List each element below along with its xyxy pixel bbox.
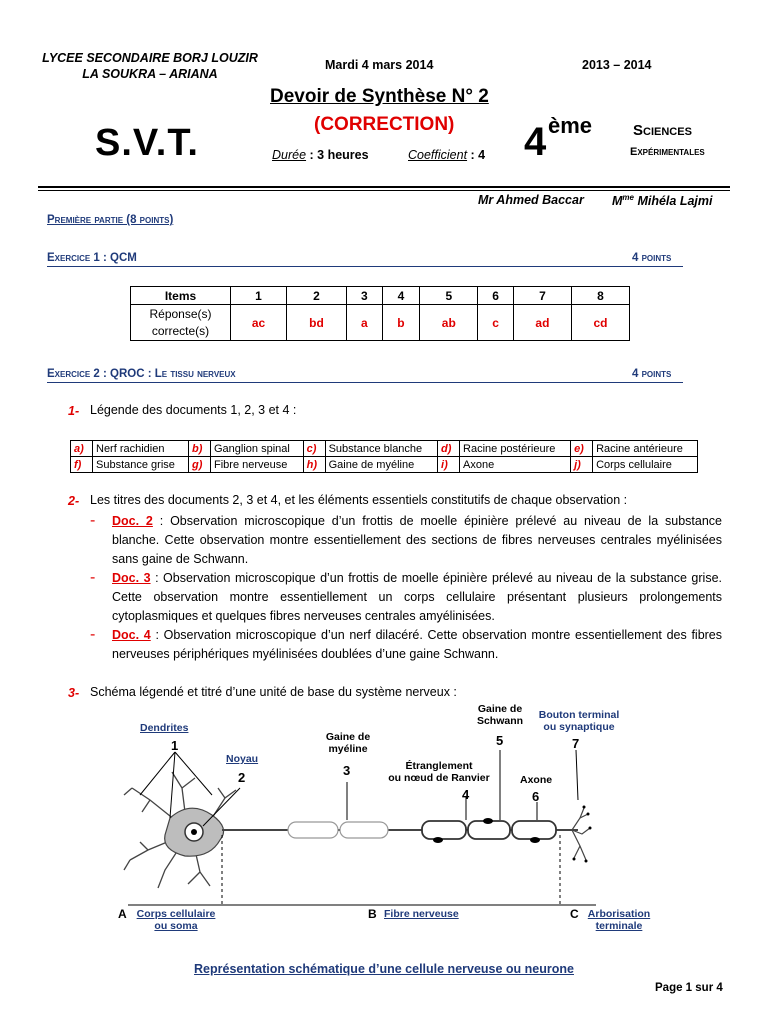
qcm-items-label: Items bbox=[131, 287, 231, 305]
legend-value: Racine antérieure bbox=[593, 441, 698, 457]
teacher-1: Mr Ahmed Baccar bbox=[478, 193, 584, 207]
exam-date: Mardi 4 mars 2014 bbox=[325, 58, 434, 72]
legend-key: d) bbox=[438, 441, 460, 457]
num-4: 4 bbox=[462, 787, 470, 802]
ex1-title bbox=[47, 252, 137, 264]
qcm-answer: b bbox=[382, 305, 420, 341]
duration-value: : 3 heures bbox=[306, 148, 369, 162]
legend-key: a) bbox=[71, 441, 93, 457]
legend-row bbox=[71, 441, 698, 457]
legend-value: Corps cellulaire bbox=[593, 457, 698, 473]
part-title bbox=[47, 214, 173, 226]
legend-value: Nerf rachidien bbox=[93, 441, 189, 457]
legend-key: e) bbox=[571, 441, 593, 457]
ex2-title bbox=[47, 368, 236, 380]
legend-key: f) bbox=[71, 457, 93, 473]
ex2-title-text: Exercice 2 : QROC : Le tissu nerveux bbox=[47, 368, 236, 380]
legend-table bbox=[70, 440, 698, 473]
legend-key: i) bbox=[438, 457, 460, 473]
doc4-label: Doc. 4 bbox=[112, 628, 151, 642]
subject-title: S.V.T. bbox=[95, 122, 199, 164]
label-bouton-2: ou synaptique bbox=[543, 721, 615, 733]
legend-key: g) bbox=[189, 457, 211, 473]
coef-label: Coefficient bbox=[408, 148, 468, 162]
legend-value: Fibre nerveuse bbox=[211, 457, 304, 473]
region-a: A bbox=[118, 907, 127, 921]
legend-value: Substance grise bbox=[93, 457, 189, 473]
region-boundaries bbox=[222, 835, 560, 905]
doc2-label: Doc. 2 bbox=[112, 514, 153, 528]
teacher-2-prefix: M bbox=[612, 194, 623, 209]
region-a-label bbox=[130, 908, 222, 932]
qcm-answer: ac bbox=[231, 305, 287, 341]
ex1-title-text: Exercice 1 : QCM bbox=[47, 252, 137, 264]
label-myelin-2: myéline bbox=[328, 743, 368, 755]
ex1-rule bbox=[47, 266, 683, 267]
terminal-arborization bbox=[572, 808, 590, 860]
qcm-answers-label-2: correcte(s) bbox=[151, 323, 210, 338]
qcm-answer: ab bbox=[420, 305, 478, 341]
legend-key: b) bbox=[189, 441, 211, 457]
qcm-item: 5 bbox=[420, 287, 478, 305]
ex1-points: 4 points bbox=[632, 252, 672, 264]
header-rule bbox=[38, 186, 730, 188]
section-name-2: Expérimentales bbox=[630, 146, 705, 158]
q1-number: 1- bbox=[68, 404, 80, 418]
doc3-text: : Observation microscopique d’un frottis de moelle épinière prélevé au niveau de la substance grise. Cette observation montre essentiellement un corps cellulaire présentant plusieurs prolongements cytoplasmiques et quelques fibres nerveuses centrales amyélinisées. bbox=[112, 571, 722, 623]
qcm-item: 7 bbox=[513, 287, 571, 305]
region-a-label-2: ou soma bbox=[154, 920, 198, 932]
legend-value: Substance blanche bbox=[325, 441, 437, 457]
doc4-entry bbox=[112, 626, 722, 664]
qcm-item: 3 bbox=[347, 287, 383, 305]
qcm-item: 8 bbox=[571, 287, 629, 305]
doc2-entry bbox=[112, 512, 722, 569]
doc3-entry bbox=[112, 569, 722, 626]
qcm-answers-label-1: Réponse(s) bbox=[149, 306, 212, 321]
nucleolus bbox=[191, 829, 197, 835]
school-year: 2013 – 2014 bbox=[582, 58, 652, 72]
q2-number: 2- bbox=[68, 494, 80, 508]
legend-value: Axone bbox=[460, 457, 571, 473]
legend-key: j) bbox=[571, 457, 593, 473]
label-dendrites: Dendrites bbox=[140, 722, 189, 734]
legend-row bbox=[71, 457, 698, 473]
qcm-answer: cd bbox=[571, 305, 629, 341]
label-schwann bbox=[472, 703, 528, 727]
label-ranvier bbox=[384, 760, 494, 784]
qcm-item: 1 bbox=[231, 287, 287, 305]
legend-value: Ganglion spinal bbox=[211, 441, 304, 457]
legend-key: h) bbox=[303, 457, 325, 473]
exam-title: Devoir de Synthèse N° 2 bbox=[270, 86, 489, 107]
duration-label: Durée bbox=[272, 148, 307, 162]
qcm-answer: bd bbox=[287, 305, 347, 341]
region-c-label-1: Arborisation bbox=[587, 908, 651, 920]
num-2: 2 bbox=[238, 770, 246, 785]
q1-text: Légende des documents 1, 2, 3 et 4 : bbox=[90, 403, 297, 417]
label-myelin bbox=[318, 731, 378, 755]
num-1: 1 bbox=[171, 738, 179, 753]
myelin-segments bbox=[288, 822, 388, 838]
q3-number: 3- bbox=[68, 686, 80, 700]
page-number: Page 1 sur 4 bbox=[655, 982, 723, 994]
label-ranvier-2: ou nœud de Ranvier bbox=[388, 772, 490, 784]
qcm-items-row bbox=[131, 287, 630, 305]
label-ranvier-1: Étranglement bbox=[405, 760, 473, 772]
label-axone: Axone bbox=[520, 774, 553, 786]
q2-text: Les titres des documents 2, 3 et 4, et les éléments essentiels constitutifs de chaque observation : bbox=[90, 493, 628, 507]
qcm-answers-label bbox=[131, 305, 231, 341]
qcm-table bbox=[130, 286, 630, 341]
doc2-text: : Observation microscopique d’un frottis de moelle épinière prélevé au niveau de la substance blanche. Cette observation montre essentiellement des sections de fibres nerveuses centrales myélinisées sans gaine de Schwann. bbox=[112, 514, 722, 566]
qcm-answer: ad bbox=[513, 305, 571, 341]
level-number: 4 bbox=[524, 120, 547, 164]
q3-text: Schéma légendé et titré d’une unité de base du système nerveux : bbox=[90, 685, 457, 699]
level-superscript: ème bbox=[548, 113, 593, 138]
section-name-1: Sciences bbox=[633, 122, 692, 139]
bullet-dash: - bbox=[90, 512, 96, 529]
legend-value: Racine postérieure bbox=[460, 441, 571, 457]
qcm-item: 6 bbox=[478, 287, 514, 305]
doc4-text: : Observation microscopique d’un nerf dilacéré. Cette observation montre essentiellement des fibres nerveuses périphériques myélinisées doublées d’une gaine Schwann. bbox=[112, 628, 723, 661]
region-c: C bbox=[570, 907, 579, 921]
label-noyau: Noyau bbox=[226, 753, 259, 765]
region-a-label-1: Corps cellulaire bbox=[136, 908, 216, 920]
teacher-2-name: Mihéla Lajmi bbox=[633, 194, 713, 209]
diagram-caption: Représentation schématique d’une cellule nerveuse ou neurone bbox=[194, 962, 574, 976]
teacher-2-sup: me bbox=[622, 193, 634, 202]
correction-label: (CORRECTION) bbox=[314, 114, 455, 135]
duration bbox=[272, 148, 369, 162]
num-5: 5 bbox=[496, 733, 504, 748]
coefficient bbox=[408, 148, 485, 162]
header-rule-thin bbox=[38, 190, 730, 191]
school-line-1: LYCEE SECONDAIRE BORJ LOUZIR bbox=[42, 51, 258, 65]
qcm-item: 2 bbox=[287, 287, 347, 305]
label-myelin-1: Gaine de bbox=[325, 731, 371, 743]
ex2-points: 4 points bbox=[632, 368, 672, 380]
teacher-2 bbox=[612, 193, 712, 208]
region-b-label: Fibre nerveuse bbox=[384, 908, 459, 920]
bullet-dash: - bbox=[90, 569, 96, 586]
part-title-text: Première partie (8 points) bbox=[47, 214, 174, 226]
label-bouton-1: Bouton terminal bbox=[538, 709, 620, 721]
region-c-label-2: terminale bbox=[595, 920, 643, 932]
label-bouton bbox=[534, 709, 624, 733]
legend-key: c) bbox=[303, 441, 325, 457]
qcm-answer: a bbox=[347, 305, 383, 341]
label-schwann-1: Gaine de bbox=[477, 703, 523, 715]
label-schwann-2: Schwann bbox=[476, 715, 524, 727]
region-c-label bbox=[583, 908, 655, 932]
num-7: 7 bbox=[572, 736, 580, 751]
legend-value: Gaine de myéline bbox=[325, 457, 437, 473]
ex2-rule bbox=[47, 382, 683, 383]
qcm-item: 4 bbox=[382, 287, 420, 305]
school-name bbox=[40, 50, 260, 82]
bullet-dash: - bbox=[90, 626, 96, 643]
region-b: B bbox=[368, 907, 377, 921]
doc3-label: Doc. 3 bbox=[112, 571, 151, 585]
qcm-answer: c bbox=[478, 305, 514, 341]
num-3: 3 bbox=[343, 763, 351, 778]
school-line-2: LA SOUKRA – ARIANA bbox=[82, 67, 218, 81]
coef-value: : 4 bbox=[467, 148, 486, 162]
qcm-answers-row bbox=[131, 305, 630, 341]
num-6: 6 bbox=[532, 789, 540, 804]
